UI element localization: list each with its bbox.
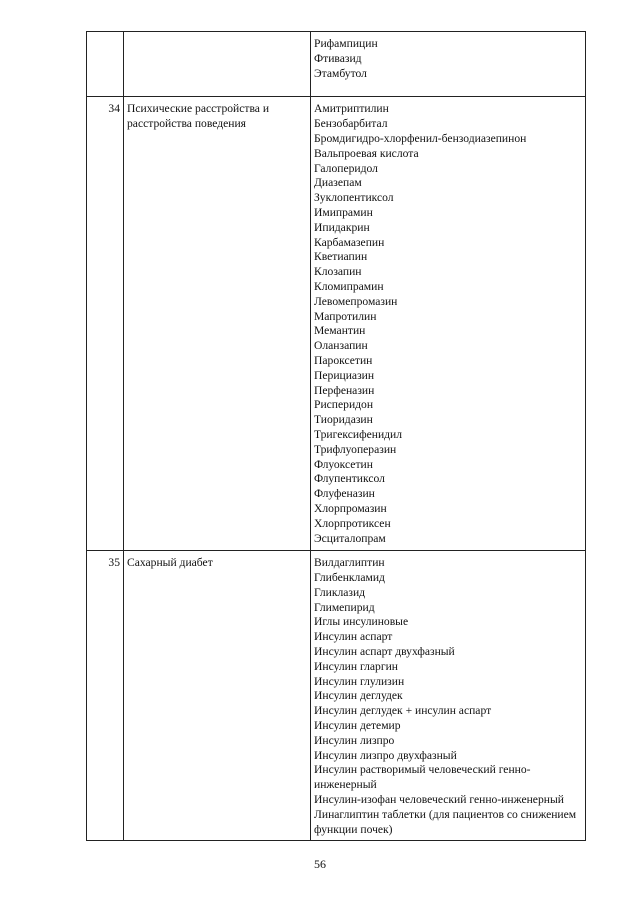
drug-name: Инсулин лизпро xyxy=(314,733,395,747)
drug-list-cell xyxy=(311,551,586,841)
drug-name: Этамбутол xyxy=(314,66,367,80)
drug-name: Хлорпромазин xyxy=(314,501,387,515)
drug-list-table xyxy=(86,31,586,841)
drug-name: Хлорпротиксен xyxy=(314,516,391,530)
drug-name: Бензобарбитал xyxy=(314,117,388,131)
drug-name: Ипидакрин xyxy=(314,220,370,234)
drug-name: Гликлазид xyxy=(314,585,366,599)
drug-name: Кломипрамин xyxy=(314,279,384,293)
drug-name: Флупентиксол xyxy=(314,472,385,486)
drug-list-cell xyxy=(311,32,586,97)
drug-name: Флуфеназин xyxy=(314,487,375,501)
drug-name: Вилдаглиптин xyxy=(314,556,385,570)
drug-name: Вальпроевая кислота xyxy=(314,146,419,160)
drug-name: Рисперидон xyxy=(314,398,374,412)
drug-name: Эсциталопрам xyxy=(314,531,386,545)
drug-name: Инсулин лизпро двухфазный xyxy=(314,748,457,762)
drug-name: Оланзапин xyxy=(314,339,368,353)
drug-name: Перициазин xyxy=(314,368,375,382)
drug-name: Рифампицин xyxy=(314,37,378,50)
table-row xyxy=(87,32,586,97)
table-body xyxy=(87,32,586,841)
drug-name: Клозапин xyxy=(314,265,362,279)
drug-name: Мемантин xyxy=(314,324,366,338)
drug-name: Глимепирид xyxy=(314,600,375,614)
drug-name: Пароксетин xyxy=(314,353,373,367)
drug-name: Зуклопентиксол xyxy=(314,191,394,205)
drug-name: Диазепам xyxy=(314,176,362,190)
drug-name: Инсулин деглудек xyxy=(314,689,403,703)
drug-name: Инсулин аспарт двухфазный xyxy=(314,645,455,659)
drug-name: Иглы инсулиновые xyxy=(314,615,409,629)
drug-name: Инсулин гларгин xyxy=(314,659,399,673)
drug-name: Бромдигидро-хлорфенил-бензодиазепинон xyxy=(314,131,527,145)
disease-cell: Сахарный диабет xyxy=(124,551,311,841)
table-row xyxy=(87,551,586,841)
drug-name: Имипрамин xyxy=(314,205,373,219)
drug-name: Инсулин глулизин xyxy=(314,674,405,688)
drug-name: Линаглиптин таблетки (для пациентов со снижением функции почек) xyxy=(314,807,577,836)
drug-name: Перфеназин xyxy=(314,383,375,397)
row-number-cell xyxy=(87,32,124,97)
drug-name: Карбамазепин xyxy=(314,235,385,249)
drug-name: Галоперидол xyxy=(314,161,378,175)
drug-name: Левомепромазин xyxy=(314,294,398,308)
drug-name: Трифлуоперазин xyxy=(314,442,397,456)
disease-cell: Психические расстройства и расстройства поведения xyxy=(124,97,311,551)
drug-name: Кветиапин xyxy=(314,250,368,264)
row-number-cell: 34 xyxy=(87,97,124,551)
drug-name: Тиоридазин xyxy=(314,413,373,427)
disease-cell xyxy=(124,32,311,97)
page-number: 56 xyxy=(314,857,326,871)
drug-name: Инсулин деглудек + инсулин аспарт xyxy=(314,704,492,718)
drug-name: Инсулин аспарт xyxy=(314,630,393,644)
row-number-cell: 35 xyxy=(87,551,124,841)
drug-name: Инсулин детемир xyxy=(314,719,401,733)
drug-name: Глибенкламид xyxy=(314,571,385,585)
table-row xyxy=(87,97,586,551)
drug-name: Инсулин растворимый человеческий генно-инженерный xyxy=(314,763,531,792)
drug-name: Мапротилин xyxy=(314,309,377,323)
drug-name: Фтивазид xyxy=(314,51,362,65)
drug-name: Флуоксетин xyxy=(314,457,373,471)
drug-name: Инсулин-изофан человеческий генно-инженерный xyxy=(314,793,564,807)
drug-list-cell xyxy=(311,97,586,551)
drug-name: Тригексифенидил xyxy=(314,427,403,441)
drug-name: Амитриптилин xyxy=(314,102,389,116)
